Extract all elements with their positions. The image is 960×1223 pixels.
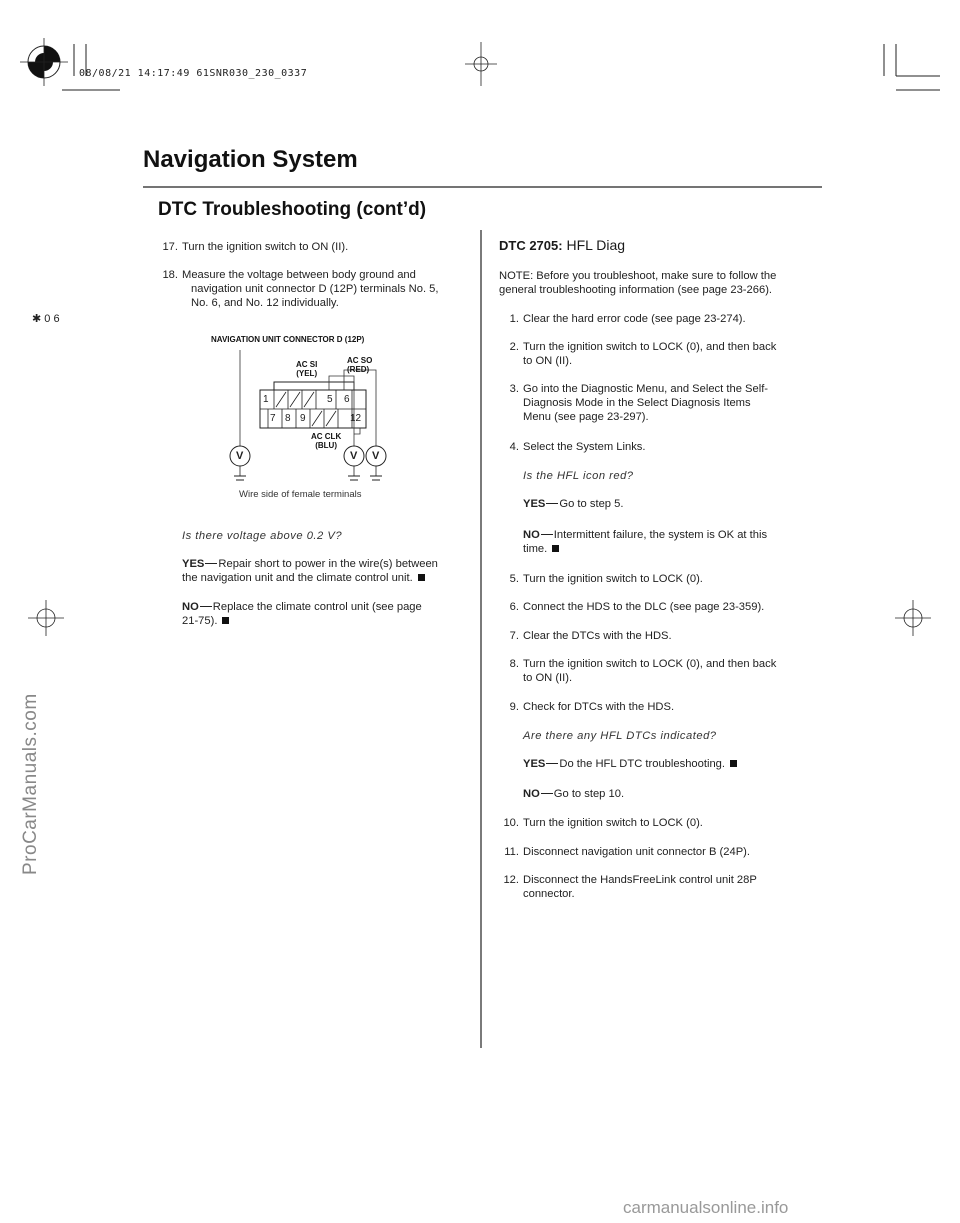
question-hfl-dtcs: Are there any HFL DTCs indicated?	[523, 730, 717, 742]
section-title: DTC Troubleshooting (cont’d)	[158, 199, 427, 220]
question-voltage: Is there voltage above 0.2 V?	[182, 530, 343, 542]
end-mark-icon	[552, 545, 559, 552]
voltmeter-symbol-6: V	[372, 450, 380, 462]
end-mark-icon	[730, 760, 737, 767]
voltmeter-symbol-ground: V	[236, 450, 244, 462]
dtc-heading: DTC 2705: HFL Diag	[499, 237, 626, 253]
wire-label-ac-so: AC SO (RED)	[347, 356, 373, 374]
pin-5: 5	[327, 394, 333, 405]
pin-6: 6	[344, 394, 350, 405]
connector-diagram-title: NAVIGATION UNIT CONNECTOR D (12P)	[211, 335, 365, 344]
pin-7: 7	[270, 413, 276, 424]
step-18: 18. Measure the voltage between body ground and navigation unit connector D (12P) terminals No. 5, No. 6, and No. 12 individually.	[162, 269, 439, 309]
page-title: Navigation System	[143, 146, 358, 173]
crop-target-top-center	[465, 42, 497, 86]
pin-1: 1	[263, 394, 269, 405]
no-branch: NO Replace the climate control unit (see page 21-75).	[182, 601, 422, 627]
crop-target-left	[28, 600, 64, 636]
watermark-procarmanuals: ProCarManuals.com	[20, 693, 41, 875]
end-mark-icon	[222, 617, 229, 624]
wire-label-ac-si: AC SI (YEL)	[296, 360, 318, 378]
end-mark-icon	[418, 574, 425, 581]
question-hfl-icon: Is the HFL icon red?	[523, 470, 634, 482]
no-branch-1: NO Intermittent failure, the system is OK at this time.	[523, 529, 768, 555]
print-stamp: 08/08/21 14:17:49 61SNR030_230_0337	[79, 68, 308, 79]
wire-label-ac-clk: AC CLK (BLU)	[311, 432, 342, 450]
note: NOTE: Before you troubleshoot, make sure to follow the general troubleshooting information (see page 23-266).	[499, 270, 777, 296]
no-branch-2: NO Go to step 10.	[523, 788, 625, 800]
yes-branch-2: YES Do the HFL DTC troubleshooting.	[523, 757, 737, 771]
yes-branch: YES Repair short to power in the wire(s) between the navigation unit and the climate control unit.	[182, 558, 438, 584]
side-mark: ✱ 0 6	[32, 313, 60, 325]
yes-branch-1: YES Go to step 5.	[523, 498, 624, 510]
crop-target-top-left	[20, 38, 68, 86]
voltmeter-symbol-5: V	[350, 450, 358, 462]
watermark-carmanualsonline: carmanualsonline.info	[623, 1198, 789, 1217]
diagram-caption: Wire side of female terminals	[239, 489, 362, 500]
pin-12: 12	[350, 413, 362, 424]
crop-target-right	[895, 600, 931, 636]
pin-9: 9	[300, 413, 306, 424]
pin-8: 8	[285, 413, 291, 424]
